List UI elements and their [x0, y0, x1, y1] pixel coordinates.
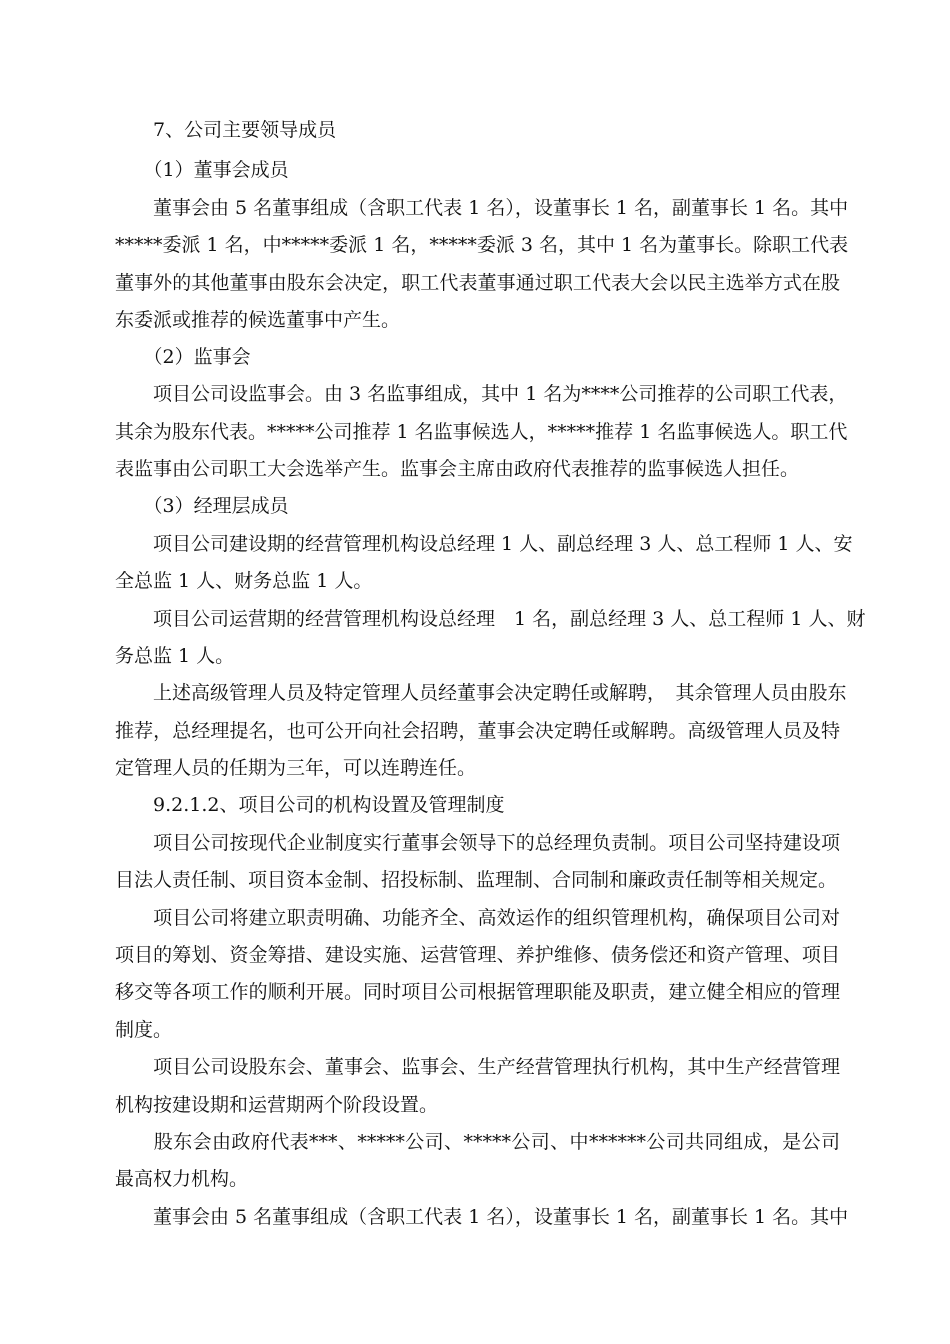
paragraph-line: 股东会由政府代表***、*****公司、*****公司、中******公司共同组成，是公司 — [115, 1131, 840, 1153]
subsection-heading: （2）监事会 — [115, 346, 251, 368]
paragraph-line: 项目公司设监事会。由 3 名监事组成，其中 1 名为****公司推荐的公司职工代表， — [115, 383, 848, 405]
paragraph-line: 推荐，总经理提名，也可公开向社会招聘，董事会决定聘任或解聘。高级管理人员及特 — [115, 720, 840, 742]
paragraph-line: 项目公司将建立职责明确、功能齐全、高效运作的组织管理机构，确保项目公司对 — [115, 907, 840, 929]
paragraph-line: 制度。 — [115, 1019, 173, 1041]
paragraph-line: 移交等各项工作的顺利开展。同时项目公司根据管理职能及职责，建立健全相应的管理 — [115, 981, 840, 1003]
paragraph-line: 务总监 1 人。 — [115, 645, 235, 667]
paragraph-line: 董事会由 5 名董事组成（含职工代表 1 名），设董事长 1 名，副董事长 1 名。其中 — [115, 197, 849, 219]
section-heading: 9.2.1.2、项目公司的机构设置及管理制度 — [115, 794, 505, 816]
section-heading: 7、公司主要领导成员 — [115, 119, 337, 141]
paragraph-line: 其余为股东代表。*****公司推荐 1 名监事候选人，*****推荐 1 名监事候选人。职工代 — [115, 421, 848, 443]
subsection-heading: （3）经理层成员 — [115, 495, 289, 517]
paragraph-line: 目法人责任制、项目资本金制、招投标制、监理制、合同制和廉政责任制等相关规定。 — [115, 869, 838, 891]
subsection-heading: （1）董事会成员 — [115, 159, 289, 181]
paragraph-line: 表监事由公司职工大会选举产生。监事会主席由政府代表推荐的监事候选人担任。 — [115, 458, 800, 480]
paragraph-line: 董事外的其他董事由股东会决定，职工代表董事通过职工代表大会以民主选举方式在股 — [115, 272, 840, 294]
paragraph-line: 项目公司建设期的经营管理机构设总经理 1 人、副总经理 3 人、总工程师 1 人、安 — [115, 533, 853, 555]
paragraph-line: *****委派 1 名，中*****委派 1 名，*****委派 3 名，其中 1 名为董事长。除职工代表 — [115, 234, 849, 256]
paragraph-line: 上述高级管理人员及特定管理人员经董事会决定聘任或解聘， 其余管理人员由股东 — [115, 682, 847, 704]
paragraph-line: 定管理人员的任期为三年，可以连聘连任。 — [115, 757, 477, 779]
paragraph-line: 项目的筹划、资金筹措、建设实施、运营管理、养护维修、债务偿还和资产管理、项目 — [115, 944, 840, 966]
paragraph-line: 最高权力机构。 — [115, 1168, 249, 1190]
paragraph-line: 项目公司运营期的经营管理机构设总经理 1 名，副总经理 3 人、总工程师 1 人、财 — [115, 608, 866, 630]
paragraph-line: 项目公司按现代企业制度实行董事会领导下的总经理负责制。项目公司坚持建设项 — [115, 832, 840, 854]
paragraph-line: 项目公司设股东会、董事会、监事会、生产经营管理执行机构，其中生产经营管理 — [115, 1056, 840, 1078]
paragraph-line: 全总监 1 人、财务总监 1 人。 — [115, 570, 373, 592]
paragraph-line: 机构按建设期和运营期两个阶段设置。 — [115, 1094, 439, 1116]
paragraph-line: 东委派或推荐的候选董事中产生。 — [115, 309, 401, 331]
paragraph-line: 董事会由 5 名董事组成（含职工代表 1 名），设董事长 1 名，副董事长 1 名。其中 — [115, 1206, 849, 1228]
